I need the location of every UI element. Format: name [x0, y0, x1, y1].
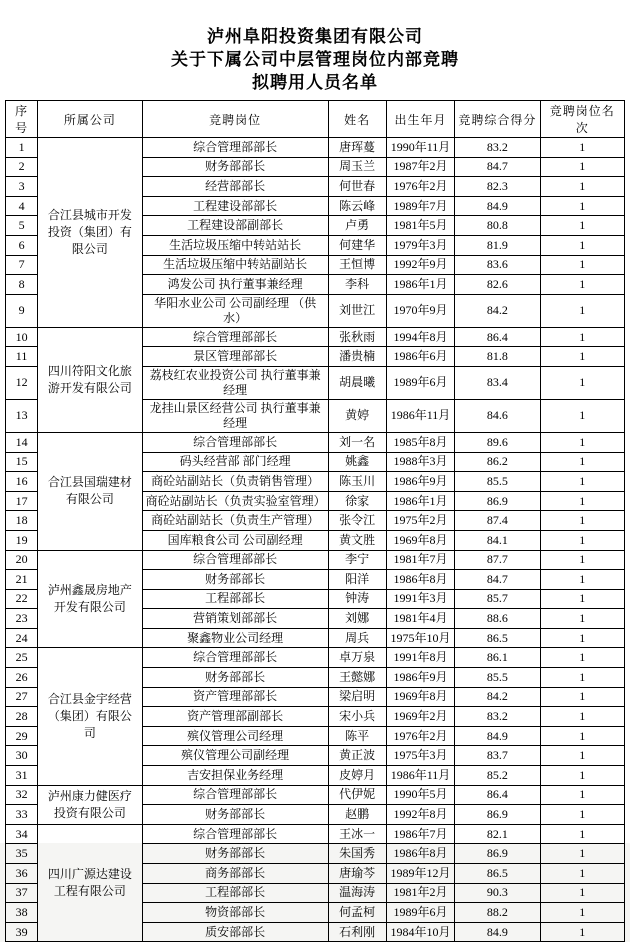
score-cell: 83.2: [455, 138, 540, 158]
table-row: [6, 138, 625, 158]
row-number-cell: 6: [6, 235, 38, 255]
rank-cell: 1: [540, 687, 624, 707]
name-cell: 刘娜: [328, 609, 386, 629]
company-cell: 合江县城市开发投资（集团）有限公司: [38, 138, 143, 328]
rank-cell: 1: [540, 138, 624, 158]
row-number-cell: 37: [6, 883, 38, 903]
score-cell: 89.6: [455, 432, 540, 452]
position-cell: 营销策划部部长: [142, 609, 328, 629]
birth-date-cell: 1988年3月: [386, 452, 454, 472]
rank-cell: 1: [540, 648, 624, 668]
name-cell: 卢勇: [328, 216, 386, 236]
position-cell: 财务部部长: [142, 668, 328, 688]
row-number-cell: 35: [6, 844, 38, 864]
position-cell: 商砼站副站长（负责实验室管理）: [142, 491, 328, 511]
birth-date-cell: 1969年2月: [386, 707, 454, 727]
score-cell: 81.8: [455, 347, 540, 367]
name-cell: 唐瑜芩: [328, 864, 386, 884]
name-cell: 阳洋: [328, 570, 386, 590]
position-cell: 财务部部长: [142, 844, 328, 864]
company-cell: 合江县金宇经营（集团）有限公司: [38, 648, 143, 785]
name-cell: 梁启明: [328, 687, 386, 707]
score-cell: 86.4: [455, 327, 540, 347]
score-cell: 83.2: [455, 707, 540, 727]
name-cell: 陈玉川: [328, 472, 386, 492]
name-cell: 代伊妮: [328, 785, 386, 805]
name-cell: 陈平: [328, 726, 386, 746]
birth-date-cell: 1986年11月: [386, 399, 454, 432]
position-cell: 综合管理部部长: [142, 824, 328, 844]
position-cell: 财务部部长: [142, 157, 328, 177]
position-cell: 工程部部长: [142, 589, 328, 609]
position-cell: 景区管理部部长: [142, 347, 328, 367]
rank-cell: 1: [540, 157, 624, 177]
score-cell: 82.6: [455, 275, 540, 295]
name-cell: 李科: [328, 275, 386, 295]
name-cell: 李宁: [328, 550, 386, 570]
row-number-cell: 16: [6, 472, 38, 492]
position-cell: 综合管理部部长: [142, 648, 328, 668]
row-number-cell: 19: [6, 530, 38, 550]
score-cell: 86.1: [455, 648, 540, 668]
name-cell: 陈云峰: [328, 196, 386, 216]
rank-cell: 1: [540, 452, 624, 472]
birth-date-cell: 1975年3月: [386, 746, 454, 766]
name-cell: 王懿娜: [328, 668, 386, 688]
position-cell: 商务部部长: [142, 864, 328, 884]
position-cell: 生活垃圾压缩中转站副站长: [142, 255, 328, 275]
table-row: [6, 432, 625, 452]
birth-date-cell: 1986年9月: [386, 472, 454, 492]
position-cell: 生活垃圾压缩中转站站长: [142, 235, 328, 255]
name-cell: 姚鑫: [328, 452, 386, 472]
row-number-cell: 20: [6, 550, 38, 570]
position-cell: 华阳水业公司 公司副经理 （供水）: [142, 294, 328, 327]
position-cell: 鸿发公司 执行董事兼经理: [142, 275, 328, 295]
header-rank: 竞聘岗位名次: [540, 101, 624, 138]
company-cell: 合江县国瑞建材有限公司: [38, 432, 143, 550]
birth-date-cell: 1981年5月: [386, 216, 454, 236]
header-birth: 出生年月: [386, 101, 454, 138]
birth-date-cell: 1975年10月: [386, 628, 454, 648]
birth-date-cell: 1989年12月: [386, 864, 454, 884]
personnel-table: [5, 100, 625, 942]
score-cell: 80.8: [455, 216, 540, 236]
score-cell: 90.3: [455, 883, 540, 903]
birth-date-cell: 1989年7月: [386, 196, 454, 216]
row-number-cell: 3: [6, 177, 38, 197]
birth-date-cell: 1987年2月: [386, 157, 454, 177]
birth-date-cell: 1989年6月: [386, 903, 454, 923]
name-cell: 张令江: [328, 511, 386, 531]
row-number-cell: 14: [6, 432, 38, 452]
rank-cell: 1: [540, 628, 624, 648]
name-cell: 张秋雨: [328, 327, 386, 347]
name-cell: 胡晨曦: [328, 366, 386, 399]
score-cell: 83.4: [455, 366, 540, 399]
name-cell: 朱国秀: [328, 844, 386, 864]
birth-date-cell: 1992年8月: [386, 805, 454, 825]
title-line-1: 泸州阜阳投资集团有限公司: [207, 27, 423, 46]
row-number-cell: 15: [6, 452, 38, 472]
rank-cell: 1: [540, 196, 624, 216]
position-cell: 物资部部长: [142, 903, 328, 923]
row-number-cell: 17: [6, 491, 38, 511]
birth-date-cell: 1984年10月: [386, 922, 454, 942]
position-cell: 国库粮食公司 公司副经理: [142, 530, 328, 550]
document-title: [0, 0, 630, 94]
score-cell: 85.5: [455, 668, 540, 688]
position-cell: 工程建设部部长: [142, 196, 328, 216]
rank-cell: 1: [540, 864, 624, 884]
name-cell: 刘世江: [328, 294, 386, 327]
score-cell: 84.2: [455, 687, 540, 707]
score-cell: 84.9: [455, 196, 540, 216]
row-number-cell: 32: [6, 785, 38, 805]
rank-cell: 1: [540, 472, 624, 492]
name-cell: 黄婷: [328, 399, 386, 432]
rank-cell: 1: [540, 255, 624, 275]
row-number-cell: 11: [6, 347, 38, 367]
score-cell: 83.6: [455, 255, 540, 275]
row-number-cell: 8: [6, 275, 38, 295]
name-cell: 温海涛: [328, 883, 386, 903]
name-cell: 钟涛: [328, 589, 386, 609]
rank-cell: 1: [540, 707, 624, 727]
score-cell: 84.9: [455, 922, 540, 942]
rank-cell: 1: [540, 432, 624, 452]
rank-cell: 1: [540, 491, 624, 511]
rank-cell: 1: [540, 668, 624, 688]
score-cell: 81.9: [455, 235, 540, 255]
row-number-cell: 2: [6, 157, 38, 177]
row-number-cell: 7: [6, 255, 38, 275]
birth-date-cell: 1986年7月: [386, 824, 454, 844]
name-cell: 刘一名: [328, 432, 386, 452]
header-name: 姓名: [328, 101, 386, 138]
table-row: [6, 648, 625, 668]
company-cell: 四川符阳文化旅游开发有限公司: [38, 327, 143, 432]
name-cell: 何世春: [328, 177, 386, 197]
rank-cell: 1: [540, 235, 624, 255]
birth-date-cell: 1990年11月: [386, 138, 454, 158]
score-cell: 82.3: [455, 177, 540, 197]
name-cell: 王恒博: [328, 255, 386, 275]
header-company: 所属公司: [38, 101, 143, 138]
header-row: [6, 101, 625, 138]
score-cell: 88.2: [455, 903, 540, 923]
birth-date-cell: 1992年9月: [386, 255, 454, 275]
rank-cell: 1: [540, 589, 624, 609]
score-cell: 84.7: [455, 157, 540, 177]
row-number-cell: 9: [6, 294, 38, 327]
company-cell: 泸州康力健医疗投资有限公司: [38, 785, 143, 824]
rank-cell: 1: [540, 726, 624, 746]
name-cell: 赵鹏: [328, 805, 386, 825]
row-number-cell: 34: [6, 824, 38, 844]
row-number-cell: 21: [6, 570, 38, 590]
birth-date-cell: 1969年8月: [386, 530, 454, 550]
rank-cell: 1: [540, 805, 624, 825]
name-cell: 王冰一: [328, 824, 386, 844]
title-line-2: 关于下属公司中层管理岗位内部竞聘: [171, 50, 459, 69]
row-number-cell: 30: [6, 746, 38, 766]
rank-cell: 1: [540, 511, 624, 531]
position-cell: 聚鑫物业公司经理: [142, 628, 328, 648]
birth-date-cell: 1975年2月: [386, 511, 454, 531]
birth-date-cell: 1986年6月: [386, 347, 454, 367]
position-cell: 资产管理部副部长: [142, 707, 328, 727]
header-no: 序号: [6, 101, 38, 138]
rank-cell: 1: [540, 609, 624, 629]
table-row: [6, 327, 625, 347]
name-cell: 黄正波: [328, 746, 386, 766]
score-cell: 86.9: [455, 805, 540, 825]
row-number-cell: 12: [6, 366, 38, 399]
score-cell: 83.7: [455, 746, 540, 766]
position-cell: 吉安担保业务经理: [142, 766, 328, 786]
birth-date-cell: 1979年3月: [386, 235, 454, 255]
row-number-cell: 23: [6, 609, 38, 629]
birth-date-cell: 1991年3月: [386, 589, 454, 609]
name-cell: 何建华: [328, 235, 386, 255]
birth-date-cell: 1970年9月: [386, 294, 454, 327]
score-cell: 86.2: [455, 452, 540, 472]
row-number-cell: 33: [6, 805, 38, 825]
name-cell: 徐家: [328, 491, 386, 511]
name-cell: 周玉兰: [328, 157, 386, 177]
name-cell: 潘贵楠: [328, 347, 386, 367]
score-cell: 86.5: [455, 864, 540, 884]
position-cell: 财务部部长: [142, 805, 328, 825]
table-row: [6, 824, 625, 844]
score-cell: 84.9: [455, 726, 540, 746]
table-body: [6, 138, 625, 942]
position-cell: 综合管理部部长: [142, 138, 328, 158]
score-cell: 87.4: [455, 511, 540, 531]
rank-cell: 1: [540, 746, 624, 766]
birth-date-cell: 1989年6月: [386, 366, 454, 399]
name-cell: 宋小兵: [328, 707, 386, 727]
birth-date-cell: 1986年1月: [386, 275, 454, 295]
name-cell: 卓万泉: [328, 648, 386, 668]
score-cell: 84.2: [455, 294, 540, 327]
position-cell: 经营部部长: [142, 177, 328, 197]
rank-cell: 1: [540, 824, 624, 844]
row-number-cell: 4: [6, 196, 38, 216]
name-cell: 何孟柯: [328, 903, 386, 923]
title-line-3: 拟聘用人员名单: [252, 73, 378, 92]
birth-date-cell: 1986年8月: [386, 570, 454, 590]
rank-cell: 1: [540, 785, 624, 805]
birth-date-cell: 1969年8月: [386, 687, 454, 707]
name-cell: 唐珲蔓: [328, 138, 386, 158]
table-row: [6, 550, 625, 570]
position-cell: 商砼站副站长（负责生产管理）: [142, 511, 328, 531]
birth-date-cell: 1986年1月: [386, 491, 454, 511]
row-number-cell: 25: [6, 648, 38, 668]
score-cell: 87.7: [455, 550, 540, 570]
birth-date-cell: 1994年8月: [386, 327, 454, 347]
rank-cell: 1: [540, 399, 624, 432]
rank-cell: 1: [540, 216, 624, 236]
position-cell: 商砼站副站长（负责销售管理）: [142, 472, 328, 492]
row-number-cell: 31: [6, 766, 38, 786]
row-number-cell: 24: [6, 628, 38, 648]
name-cell: 皮婷月: [328, 766, 386, 786]
position-cell: 码头经营部 部门经理: [142, 452, 328, 472]
score-cell: 86.4: [455, 785, 540, 805]
name-cell: 石利刚: [328, 922, 386, 942]
birth-date-cell: 1981年2月: [386, 883, 454, 903]
birth-date-cell: 1985年8月: [386, 432, 454, 452]
birth-date-cell: 1990年5月: [386, 785, 454, 805]
position-cell: 综合管理部部长: [142, 327, 328, 347]
row-number-cell: 18: [6, 511, 38, 531]
score-cell: 82.1: [455, 824, 540, 844]
birth-date-cell: 1986年8月: [386, 844, 454, 864]
position-cell: 资产管理部部长: [142, 687, 328, 707]
position-cell: 综合管理部部长: [142, 432, 328, 452]
score-cell: 86.9: [455, 491, 540, 511]
rank-cell: 1: [540, 766, 624, 786]
rank-cell: 1: [540, 347, 624, 367]
row-number-cell: 28: [6, 707, 38, 727]
score-cell: 84.6: [455, 399, 540, 432]
row-number-cell: 38: [6, 903, 38, 923]
rank-cell: 1: [540, 294, 624, 327]
position-cell: 工程部部长: [142, 883, 328, 903]
position-cell: 质安部部长: [142, 922, 328, 942]
rank-cell: 1: [540, 530, 624, 550]
score-cell: 85.7: [455, 589, 540, 609]
rank-cell: 1: [540, 922, 624, 942]
rank-cell: 1: [540, 844, 624, 864]
row-number-cell: 10: [6, 327, 38, 347]
score-cell: 88.6: [455, 609, 540, 629]
rank-cell: 1: [540, 570, 624, 590]
row-number-cell: 36: [6, 864, 38, 884]
row-number-cell: 22: [6, 589, 38, 609]
rank-cell: 1: [540, 366, 624, 399]
row-number-cell: 5: [6, 216, 38, 236]
row-number-cell: 39: [6, 922, 38, 942]
position-cell: 财务部部长: [142, 570, 328, 590]
name-cell: 黄文胜: [328, 530, 386, 550]
position-cell: 综合管理部部长: [142, 550, 328, 570]
row-number-cell: 29: [6, 726, 38, 746]
rank-cell: 1: [540, 883, 624, 903]
birth-date-cell: 1986年11月: [386, 766, 454, 786]
rank-cell: 1: [540, 177, 624, 197]
score-cell: 85.5: [455, 472, 540, 492]
position-cell: 荔枝红农业投资公司 执行董事兼经理: [142, 366, 328, 399]
header-position: 竞聘岗位: [142, 101, 328, 138]
position-cell: 殡仪管理公司副经理: [142, 746, 328, 766]
position-cell: 综合管理部部长: [142, 785, 328, 805]
score-cell: 84.1: [455, 530, 540, 550]
rank-cell: 1: [540, 327, 624, 347]
position-cell: 龙挂山景区经营公司 执行董事兼经理: [142, 399, 328, 432]
table-header: [6, 101, 625, 138]
position-cell: 殡仪管理公司经理: [142, 726, 328, 746]
birth-date-cell: 1981年7月: [386, 550, 454, 570]
table-row: [6, 785, 625, 805]
company-cell: 四川广源达建设工程有限公司: [38, 824, 143, 942]
birth-date-cell: 1981年4月: [386, 609, 454, 629]
score-cell: 86.9: [455, 844, 540, 864]
birth-date-cell: 1986年9月: [386, 668, 454, 688]
birth-date-cell: 1991年8月: [386, 648, 454, 668]
row-number-cell: 13: [6, 399, 38, 432]
rank-cell: 1: [540, 550, 624, 570]
row-number-cell: 27: [6, 687, 38, 707]
row-number-cell: 1: [6, 138, 38, 158]
rank-cell: 1: [540, 903, 624, 923]
birth-date-cell: 1976年2月: [386, 177, 454, 197]
rank-cell: 1: [540, 275, 624, 295]
company-cell: 泸州鑫晟房地产开发有限公司: [38, 550, 143, 648]
row-number-cell: 26: [6, 668, 38, 688]
score-cell: 86.5: [455, 628, 540, 648]
header-score: 竞聘综合得分: [455, 101, 540, 138]
birth-date-cell: 1976年2月: [386, 726, 454, 746]
name-cell: 周兵: [328, 628, 386, 648]
score-cell: 84.7: [455, 570, 540, 590]
position-cell: 工程建设部副部长: [142, 216, 328, 236]
score-cell: 85.2: [455, 766, 540, 786]
